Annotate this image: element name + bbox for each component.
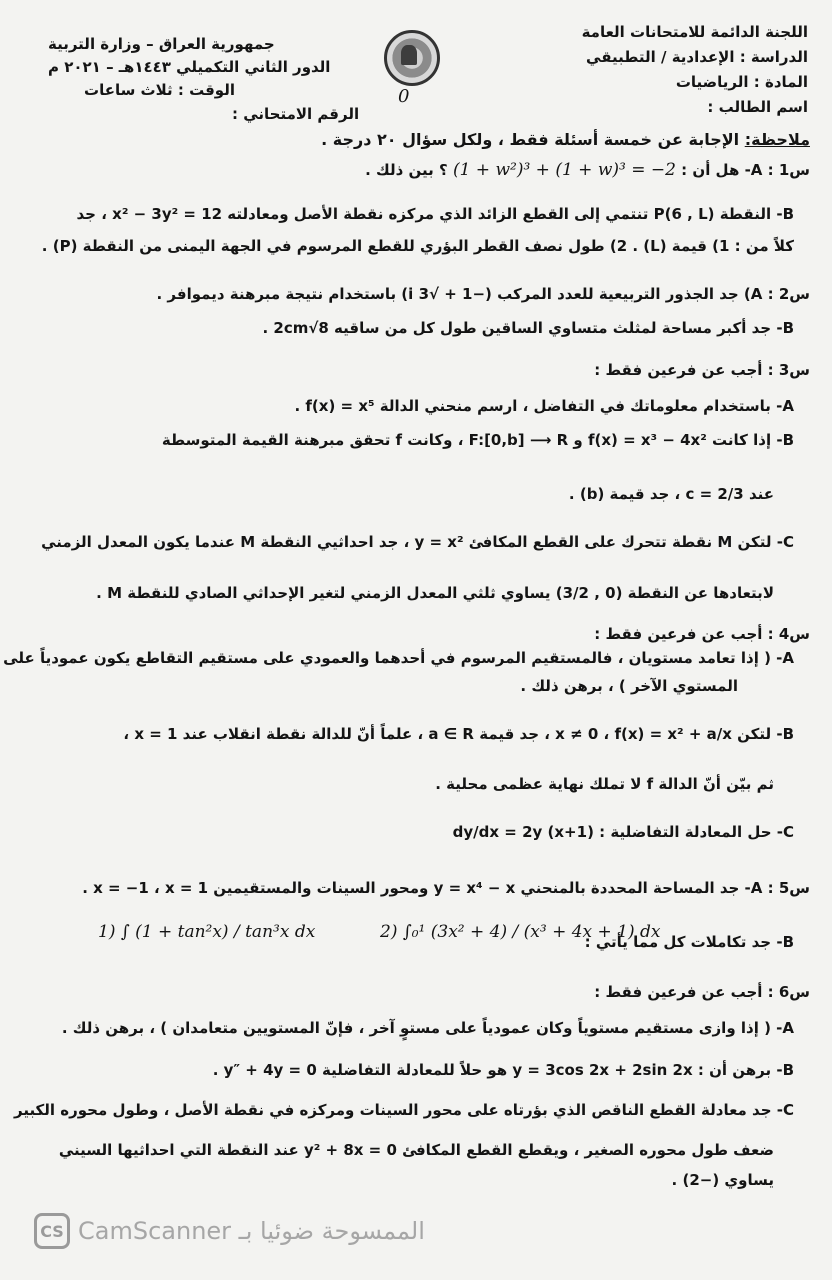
q6-title: س6 : أجب عن فرعين فقط : [594, 983, 810, 1001]
q4-b-line1: B- لتكن x ≠ 0 ، f(x) = x² + a/x ، جد قيمة a ∈ R ، علماً أنّ للدالة نقطة انقلاب عند x = 1 ، [123, 725, 794, 743]
student-name-label: اسم الطالب : [707, 98, 808, 116]
q3-c-line2: لابتعادها عن النقطة (0 , 3/2) يساوي ثلثي المعدل الزمني لتغير الإحداثي الصادي للنقطة M . [96, 584, 774, 602]
q4-a-line2: المستوي الآخر ) ، برهن ذلك . [520, 677, 738, 695]
integral-1: 1) ∫ (1 + tan²x) / tan³x dx [98, 922, 316, 942]
committee-title: اللجنة الدائمة للامتحانات العامة [581, 23, 808, 41]
q5-b-label: B- جد تكاملات كل مما يأتي : [584, 933, 794, 951]
note-label: ملاحظة: [744, 130, 810, 149]
exam-duration: الوقت : ثلاث ساعات [84, 81, 235, 99]
q3-title: س3 : أجب عن فرعين فقط : [594, 361, 810, 379]
q1-b-line2: كلاً من : 1) قيمة (L) . 2) طول نصف القطر البؤري للقطع المرسوم في الجهة اليمنى من النقطة (P) . [41, 237, 794, 255]
exam-number-label: الرقم الامتحاني : [232, 105, 360, 123]
camscanner-watermark [34, 1211, 425, 1251]
q6-b: B- برهن أن : y = 3cos 2x + 2sin 2x هو حلاً للمعادلة التفاضلية y″ + 4y = 0 . [212, 1061, 794, 1079]
q5-b-integral-2 [380, 922, 661, 942]
q2-b: B- جد أكبر مساحة لمثلث متساوي الساقين طول كل من ساقيه 8√2cm . [262, 319, 794, 337]
q6-c-line2: ضعف طول محوره الصغير ، ويقطع القطع المكافئ y² + 8x = 0 عند النقطة التي احداثيها السيني [58, 1141, 774, 1159]
q3-b-line2: عند c = 2/3 ، جد قيمة (b) . [568, 485, 774, 503]
note-text: الإجابة عن خمسة أسئلة فقط ، ولكل سؤال ٢٠ درجة . [321, 130, 745, 149]
q5-b-integral-1 [98, 922, 315, 942]
q5-a: س5 : A- جد المساحة المحددة بالمنحني y = x⁴ − x ومحور السينات والمستقيمين x = −1 ، x = 1 . [82, 879, 810, 897]
exam-note [321, 130, 810, 150]
subject: المادة : الرياضيات [675, 73, 808, 91]
q3-c-line1: C- لتكن M نقطة تتحرك على القطع المكافئ y = x² ، جد احداثيي النقطة M عندما يكون المعدل الزمني [41, 533, 794, 551]
q4-c: C- حل المعادلة التفاضلية : (x+1) dy/dx = 2y [452, 823, 794, 841]
camscanner-logo-icon: CS [34, 1213, 70, 1249]
q1-a-tail: ؟ بين ذلك . [365, 161, 448, 179]
q1-b-line1: B- النقطة P(6 , L) تنتمي إلى القطع الزائد الذي مركزه نقطة الأصل ومعادلته x² − 3y² = 12 ، جد [76, 205, 794, 223]
ministry-seal-icon [384, 30, 440, 86]
q2-a: س2 : A) جد الجذور التربيعية للعدد المركب (−1 + √3 i) باستخدام نتيجة مبرهنة ديموافر . [156, 285, 810, 303]
handwritten-mark: 0 [398, 86, 410, 107]
watermark-text: CamScanner الممسوحة ضوئيا بـ [78, 1217, 425, 1245]
q1-a-equation: (1 + w²)³ + (1 + w)³ = −2 [452, 160, 676, 180]
integral-2: 2) ∫₀¹ (3x² + 4) / (x³ + 4x + 1) dx [380, 922, 661, 942]
study-branch: الدراسة : الإعدادية / التطبيقي [586, 48, 808, 66]
q1-a-label: س1 : A- هل أن : [681, 161, 810, 179]
q6-c-line3: يساوي (−2) . [671, 1171, 774, 1189]
exam-session: الدور الثاني التكميلي ١٤٤٣هـ – ٢٠٢١ م [48, 58, 331, 76]
q4-b-line2: ثم بيّن أنّ الدالة f لا تملك نهاية عظمى محلية . [435, 775, 774, 793]
q4-title: س4 : أجب عن فرعين فقط : [594, 625, 810, 643]
q6-c-line1: C- جد معادلة القطع الناقص الذي بؤرتاه على محور السينات ومركزه في نقطة الأصل ، وطول محوره الكبير [13, 1101, 794, 1119]
q6-a: A- ( إذا وازى مستقيم مستوياً وكان عمودياً على مستوٍ آخر ، فإنّ المستويين متعامدان ) ، برهن ذلك . [61, 1019, 794, 1037]
country-ministry: جمهورية العراق – وزارة التربية [48, 35, 275, 53]
q4-a-line1: A- ( إذا تعامد مستويان ، فالمستقيم المرسوم في أحدهما والعمودي على مستقيم التقاطع يكون عمودياً على [3, 649, 794, 667]
q3-a: A- باستخدام معلوماتك في التفاضل ، ارسم منحني الدالة f(x) = x⁵ . [294, 397, 794, 415]
q3-b-line1: B- إذا كانت f(x) = x³ − 4x² و F:[0,b] ⟶ R ، وكانت f تحقق مبرهنة القيمة المتوسطة [161, 431, 794, 449]
q1-a [365, 160, 810, 180]
